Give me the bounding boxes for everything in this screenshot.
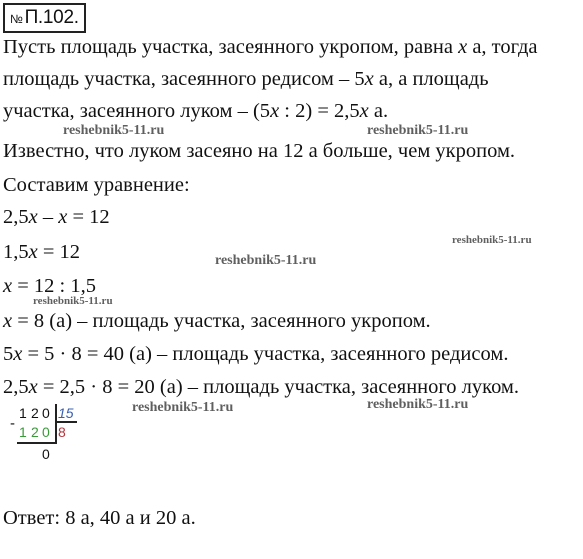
- quotient: 8: [58, 424, 66, 440]
- text-line-2: площадь участка, засеянного редисом – 5x а, а площадь: [3, 68, 489, 90]
- text-line-4: Известно, что луком засеяно на 12 а больше, чем укропом.: [3, 140, 516, 162]
- dividend-digit: 0: [42, 405, 50, 421]
- remainder: 0: [42, 446, 50, 462]
- watermark: reshebnik5-11.ru: [452, 234, 532, 246]
- equation-1: 2,5x – x = 12: [3, 206, 110, 228]
- minus-sign: -: [10, 415, 15, 432]
- product-digit: 1: [19, 424, 27, 440]
- divisor: 15: [58, 405, 74, 421]
- answer-line: Ответ: 8 а, 40 а и 20 а.: [3, 507, 196, 529]
- text-line-3: участка, засеянного луком – (5x : 2) = 2,5x а.: [3, 100, 389, 122]
- number-sign: №: [10, 12, 23, 26]
- equation-3: x = 12 : 1,5: [3, 275, 96, 297]
- subtraction-line: [17, 442, 55, 444]
- division-bar-vertical: [55, 404, 57, 444]
- product-digit: 2: [31, 424, 39, 440]
- problem-number-text: П.102.: [24, 7, 79, 28]
- watermark: reshebnik5-11.ru: [63, 123, 165, 138]
- dividend-digit: 2: [31, 405, 39, 421]
- equation-4: x = 8 (а) – площадь участка, засеянного укропом.: [3, 310, 431, 332]
- equation-5: 5x = 5 · 8 = 40 (а) – площадь участка, засеянного редисом.: [3, 343, 509, 365]
- division-bar-horizontal: [55, 421, 77, 423]
- equation-6: 2,5x = 2,5 · 8 = 20 (а) – площадь участка, засеянного луком.: [3, 376, 520, 398]
- equation-2: 1,5x = 12: [3, 241, 81, 263]
- problem-number: [3, 3, 86, 33]
- dividend-digit: 1: [19, 405, 27, 421]
- watermark: reshebnik5-11.ru: [33, 295, 113, 307]
- watermark: reshebnik5-11.ru: [215, 253, 317, 268]
- product-digit: 0: [42, 424, 50, 440]
- watermark: reshebnik5-11.ru: [367, 397, 469, 412]
- watermark: reshebnik5-11.ru: [132, 400, 234, 415]
- watermark: reshebnik5-11.ru: [367, 123, 469, 138]
- text-line-1: Пусть площадь участка, засеянного укропом, равна x а, тогда: [3, 36, 538, 58]
- text-line-5: Составим уравнение:: [3, 174, 190, 196]
